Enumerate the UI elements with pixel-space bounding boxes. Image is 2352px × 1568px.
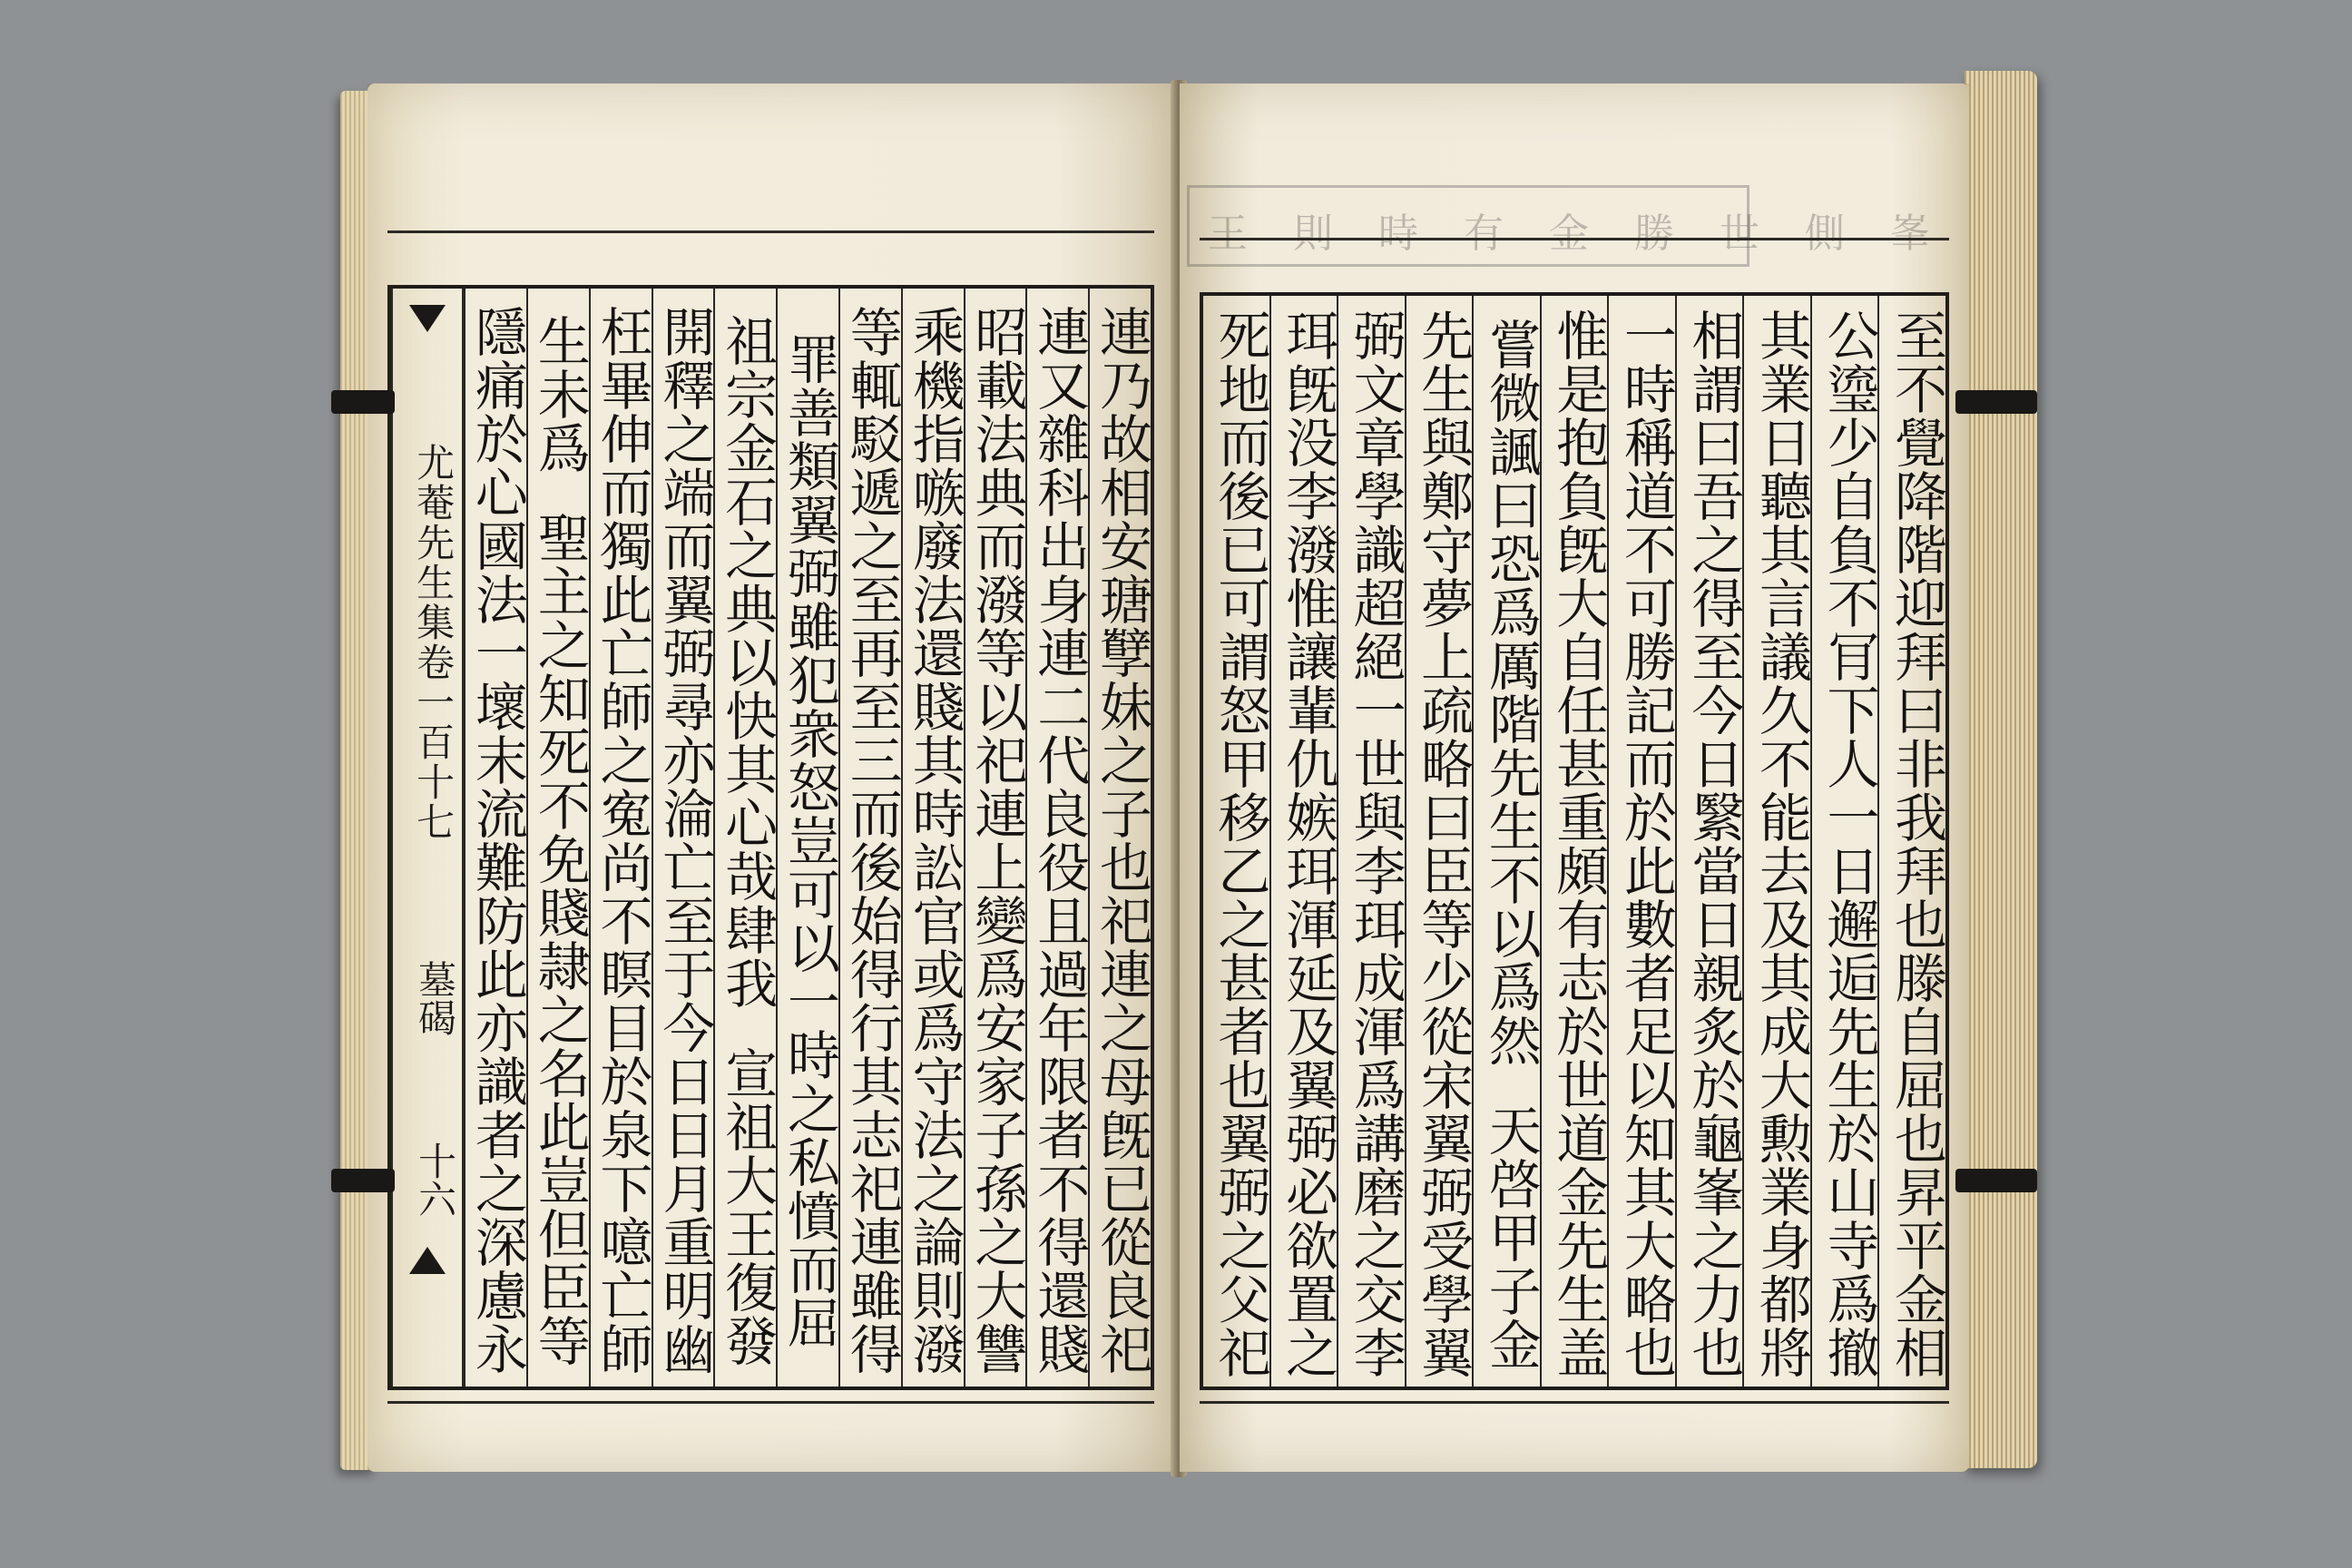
bottom-rule [1200,1401,1949,1404]
page-number: 十六 [413,1142,458,1218]
text-segment: 祖宗金石之典以快其心哉肆我 [716,313,779,1010]
text-column: 連乃故相安瑭孼妹之子也祀連之母旣已從良祀 [1088,289,1151,1387]
text-column: 惟是抱負旣大自任甚重頗有志於世道金先生盖 [1540,296,1608,1387]
binding-thread [331,1169,395,1192]
text-column: 昭載法典而潑等以祀連上變爲安家子孫之大讐 [964,289,1026,1387]
right-page [1180,83,1969,1472]
text-column: 一時稱道不可勝記而於此數者足以知其大略也 [1607,296,1675,1387]
fish-tail-mark-icon [404,298,451,343]
text-columns [391,289,1151,1387]
text-column: 公瑬少自負不肎下人一日邂逅先生於山寺爲撤 [1810,296,1878,1387]
text-column: 至不覺降階迎拜曰非我拜也滕自屈也昇平金相 [1877,296,1945,1387]
text-segment: 嘗微諷曰恐爲厲階先生不以爲然 [1479,317,1542,1067]
text-column: 珥旣没李潑惟讓輩仇嫉珥渾延及翼弼必欲置之 [1269,296,1338,1387]
text-columns [1203,296,1945,1387]
text-column: 隱痛於心國法一壞末流難防此亦識者之深慮永 [464,289,526,1387]
bottom-rule [387,1401,1154,1404]
open-book [331,71,2037,1486]
text-column: 枉畢伸而獨此亡師之寃尚不瞑目於泉下噫亡師 [589,289,652,1387]
text-segment: 聖主之知死不免賤隷之名此豈但臣等 [528,510,591,1367]
fold-column [391,289,464,1387]
text-column: 死地而後已可謂怒甲移乙之甚者也翼弼之父祀 [1209,309,1271,1379]
text-column: 等輒駁遞之至再至三而後始得行其志祀連雖得 [838,289,901,1387]
text-frame [1200,292,1949,1390]
section-label: 墓碣 [413,960,458,1036]
ghost-imprint: 王 則 時 有 金 勝 世 側 峯 [1187,185,1749,267]
text-frame [387,285,1154,1390]
text-column [713,289,779,1387]
text-segment: 天啓甲子金 [1479,1102,1542,1371]
volume-title: 尤菴先生集卷一百十七 [411,443,456,842]
binding-thread [331,390,395,414]
text-column [526,289,589,1387]
text-column: 其業日聽其言議久不能去及其成大勲業身都將 [1742,296,1810,1387]
binding-thread [1955,390,2037,414]
text-column: 弼文章學識超絕一世與李珥成渾爲講磨之交李 [1337,296,1405,1387]
text-column: 連又雜科出身連二代良役且過年限者不得還賤 [1025,289,1088,1387]
fish-tail-mark-icon [404,1240,451,1285]
top-rule [387,230,1154,284]
text-column: 罪善類翼弼雖犯衆怒豈可以一時之私憤而屈 [776,289,838,1387]
text-column: 先生與鄭守夢上疏略曰臣等少從宋翼弼受學翼 [1405,296,1473,1387]
text-column: 乘機指嗾廢法還賤其時訟官或爲守法之論則潑 [901,289,964,1387]
text-column: 相謂曰吾之得至今日繄當日親炙於龜峯之力也 [1675,296,1743,1387]
binding-thread [1955,1169,2037,1192]
text-column: 開釋之端而翼弼尋亦淪亡至于今日日月重明幽 [652,289,714,1387]
top-rule [1200,238,1949,291]
text-segment: 宣祖大王復發 [716,1045,779,1367]
text-segment: 生未爲 [528,313,591,475]
right-page-edges [1965,71,2037,1468]
text-column [1472,296,1540,1387]
left-page [368,83,1175,1472]
